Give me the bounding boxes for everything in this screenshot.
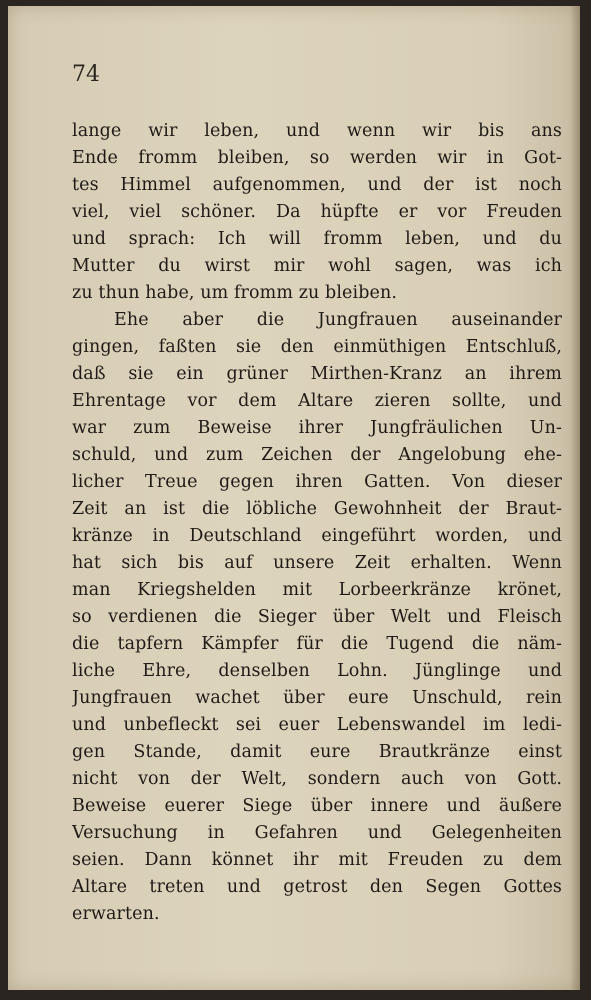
text-line: liche Ehre, denselben Lohn. Jünglinge und [72,661,562,681]
text-line: schuld, und zum Zeichen der Angelobung ehe- [72,445,562,465]
text-line: viel, viel schöner. Da hüpfte er vor Freuden [72,202,562,222]
text-line: daß sie ein grüner Mirthen-Kranz an ihrem [72,364,562,384]
text-line: Mutter du wirst mir wohl sagen, was ich [72,256,562,276]
text-line: erwarten. [72,904,160,924]
text-line: die tapfern Kämpfer für die Tugend die näm- [72,634,562,654]
page-number: 74 [72,62,100,87]
text-line: zu thun habe, um fromm zu bleiben. [72,283,398,303]
text-line: nicht von der Welt, sondern auch von Gott. [72,769,562,789]
text-line: tes Himmel aufgenommen, und der ist noch [72,175,562,195]
text-line: Altare treten und getrost den Segen Gottes [72,877,562,897]
text-line: gen Stande, damit eure Brautkränze einst [72,742,562,762]
text-line: Jungfrauen wachet über eure Unschuld, rein [72,688,562,708]
text-line: Ende fromm bleiben, so werden wir in Got- [72,148,562,168]
page-edge-shadow [570,6,580,990]
page-body-text [72,118,562,928]
text-line: Ehe aber die Jungfrauen auseinander [114,310,562,330]
text-line: Zeit an ist die löbliche Gewohnheit der Braut- [72,499,562,519]
text-line: hat sich bis auf unsere Zeit erhalten. Wenn [72,553,562,573]
text-line: und sprach: Ich will fromm leben, und du [72,229,562,249]
text-line: gingen, faßten sie den einmüthigen Entschluß, [72,337,562,357]
text-line: und unbefleckt sei euer Lebenswandel im ledi- [72,715,562,735]
text-line: so verdienen die Sieger über Welt und Fleisch [72,607,562,627]
book-page [8,6,580,990]
text-line: lange wir leben, und wenn wir bis ans [72,121,562,141]
text-line: man Kriegshelden mit Lorbeerkränze krönet, [72,580,562,600]
text-line: war zum Beweise ihrer Jungfräulichen Un- [72,418,562,438]
text-line: licher Treue gegen ihren Gatten. Von dieser [72,472,562,492]
text-line: Beweise euerer Siege über innere und äußere [72,796,562,816]
text-line: Ehrentage vor dem Altare zieren sollte, und [72,391,562,411]
text-line: seien. Dann könnet ihr mit Freuden zu dem [72,850,562,870]
text-line: kränze in Deutschland eingeführt worden, und [72,526,562,546]
text-line: Versuchung in Gefahren und Gelegenheiten [72,823,562,843]
